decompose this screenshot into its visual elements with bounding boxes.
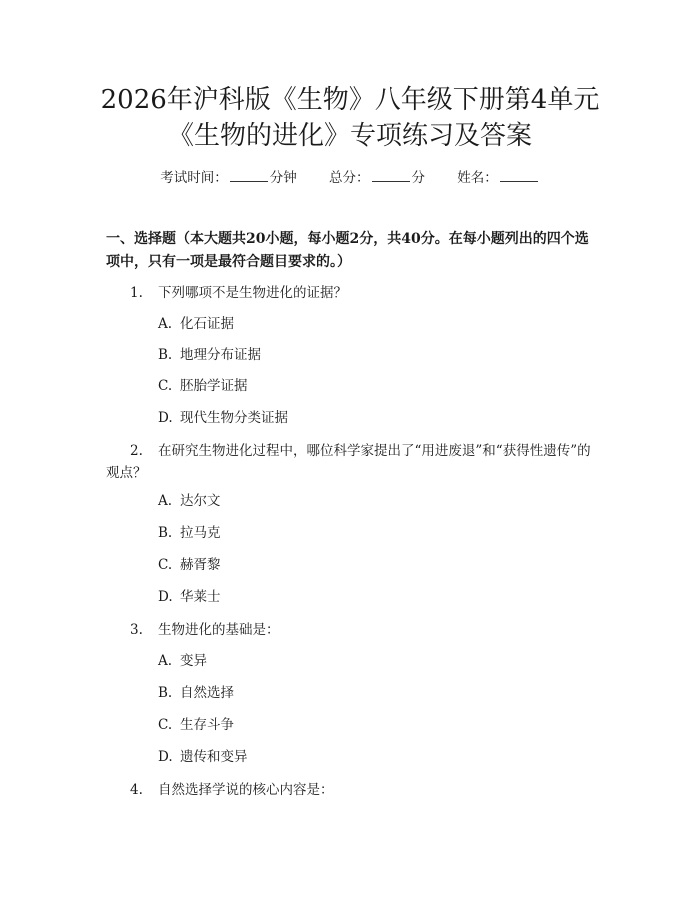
- total-score-label: 总分：: [329, 170, 370, 186]
- option-text: 胚胎学证据: [180, 378, 248, 394]
- exam-time-unit: 分钟: [269, 170, 297, 186]
- question-3-option-a[interactable]: [158, 651, 207, 671]
- option-letter: B.: [158, 685, 173, 701]
- option-letter: B.: [158, 525, 173, 541]
- document-title-line-2: 《生物的进化》专项练习及答案: [167, 121, 532, 151]
- exam-info-line: [0, 168, 700, 188]
- option-text: 遗传和变异: [180, 749, 248, 765]
- question-number: 2.: [130, 443, 143, 459]
- option-text: 华莱士: [180, 589, 221, 605]
- option-letter: D.: [158, 410, 173, 426]
- document-title-line-1: 2026年沪科版《生物》八年级下册第4单元: [100, 85, 600, 115]
- student-name-field: [457, 168, 540, 188]
- option-letter: C.: [158, 557, 173, 573]
- option-text: 生存斗争: [180, 717, 234, 733]
- question-4: [130, 779, 590, 801]
- student-name-blank[interactable]: [500, 169, 538, 182]
- option-text: 变异: [180, 653, 207, 669]
- question-3-option-d[interactable]: [158, 747, 248, 767]
- option-text: 达尔文: [180, 493, 221, 509]
- question-2-option-c[interactable]: [158, 555, 221, 575]
- question-2-option-b[interactable]: [158, 523, 221, 543]
- question-3-option-b[interactable]: [158, 683, 234, 703]
- question-2: [106, 440, 592, 484]
- option-text: 地理分布证据: [180, 347, 261, 363]
- question-number: 4.: [130, 782, 143, 798]
- total-score-blank[interactable]: [372, 169, 410, 182]
- question-3: [130, 619, 590, 641]
- option-letter: A.: [158, 493, 173, 509]
- section-heading: 一、选择题（本大题共20小题，每小题2分，共40分。在每小题列出的四个选项中，只有一项是最符合题目要求的。）: [106, 231, 589, 270]
- question-3-option-c[interactable]: [158, 715, 234, 735]
- total-score-unit: 分: [411, 170, 425, 186]
- question-1-option-d[interactable]: [158, 408, 288, 428]
- option-letter: A.: [158, 316, 173, 332]
- option-letter: C.: [158, 378, 173, 394]
- question-stem: 自然选择学说的核心内容是：: [158, 782, 334, 798]
- option-letter: B.: [158, 347, 173, 363]
- question-number: 3.: [130, 622, 143, 638]
- question-1-option-c[interactable]: [158, 376, 248, 396]
- option-text: 自然选择: [180, 685, 234, 701]
- question-2-option-d[interactable]: [158, 587, 221, 607]
- question-stem: 在研究生物进化过程中，哪位科学家提出了“用进废退”和“获得性遗传”的观点？: [106, 443, 591, 481]
- option-text: 赫胥黎: [180, 557, 221, 573]
- question-number: 1.: [130, 285, 143, 301]
- question-1-option-a[interactable]: [158, 314, 234, 334]
- question-1: [130, 282, 590, 304]
- question-2-option-a[interactable]: [158, 491, 221, 511]
- total-score-field: [329, 168, 425, 188]
- exam-time-blank[interactable]: [230, 169, 268, 182]
- question-stem: 生物进化的基础是：: [158, 622, 280, 638]
- option-letter: D.: [158, 749, 173, 765]
- exam-time-label: 考试时间：: [160, 170, 228, 186]
- student-name-label: 姓名：: [457, 170, 498, 186]
- option-text: 拉马克: [180, 525, 221, 541]
- option-letter: D.: [158, 589, 173, 605]
- option-letter: C.: [158, 717, 173, 733]
- option-text: 化石证据: [180, 316, 234, 332]
- question-1-option-b[interactable]: [158, 345, 261, 365]
- exam-time-field: [160, 168, 297, 188]
- option-letter: A.: [158, 653, 173, 669]
- question-stem: 下列哪项不是生物进化的证据？: [158, 285, 347, 301]
- option-text: 现代生物分类证据: [180, 410, 288, 426]
